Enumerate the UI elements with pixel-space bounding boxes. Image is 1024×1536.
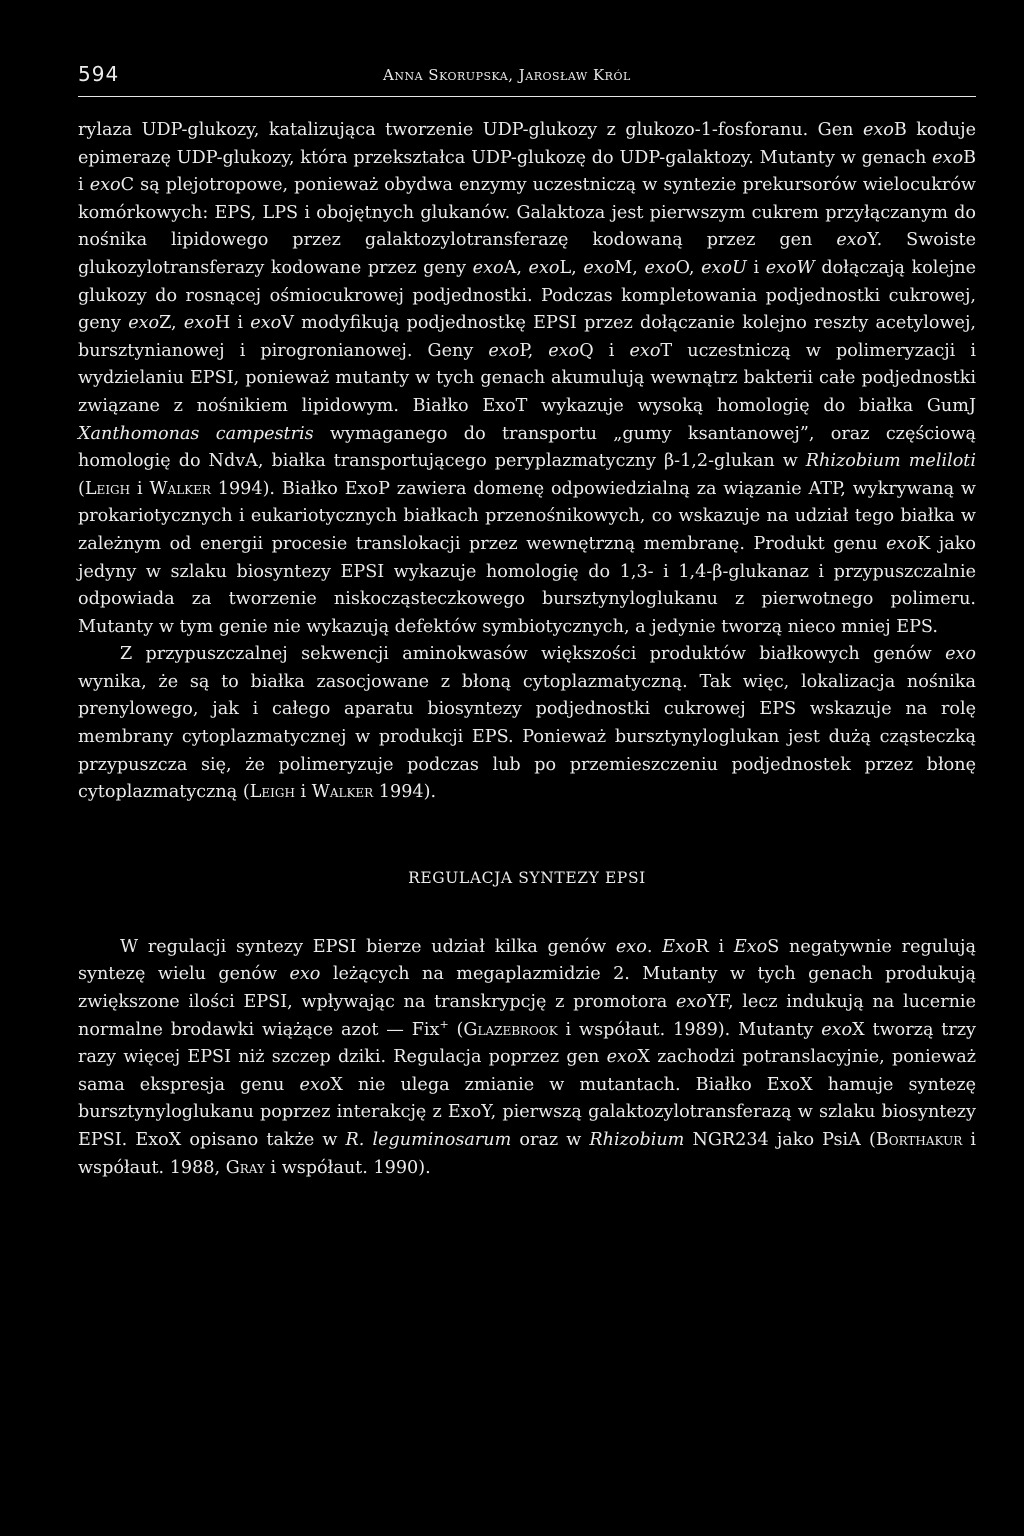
section-heading: REGULACJA SYNTEZY EPSI [408, 868, 646, 887]
page-content [78, 117, 976, 1182]
paragraph-regulation: W regulacji syntezy EPSI bierze udział kilka genów exo. ExoR i ExoS negatywnie regulują syntezę wielu genów exo leżących na megaplazmidzie 2. Mutanty w tych genach produkują zwiększone ilości EPSI, wpływając na transkrypcję z promotora exoYF, lecz indukują na lucernie normalne brodawki wiążące azot — Fix+ (Glazebrook i współaut. 1989). Mutanty exoX tworzą trzy razy więcej EPSI niż szczep dziki. Regulacja poprzez gen exoX zachodzi potranslacyjnie, ponieważ sama ekspresja genu exoX nie ulega zmianie w mutantach. Białko ExoX hamuje syntezę bursztynyloglukanu poprzez interakcję z ExoY, pierwszą galaktozylotransferazą w szlaku biosyntezy EPSI. ExoX opisano także w R. leguminosarum oraz w Rhizobium NGR234 jako PsiA (Borthakur i współaut. 1988, Gray i współaut. 1990). [78, 936, 976, 1178]
page-number: 594 [78, 62, 120, 86]
document-page [78, 58, 976, 1182]
paragraph-membrane-localization: Z przypuszczalnej sekwencji aminokwasów większości produktów białkowych genów exo wynika, że są to białka zasocjowane z błoną cytoplazmatyczną. Tak więc, lokalizacja nośnika prenylowego, jak i całego aparatu biosyntezy podjednostki cukrowej EPS wskazuje na rolę membrany cytoplazmatycznej w produkcji EPS. Ponieważ bursztynyloglukan jest dużą cząsteczką przypuszcza się, że polimeryzuje podczas lub po przemieszczeniu podjednostek przez błonę cytoplazmatyczną (Leigh i Walker 1994). [78, 644, 976, 803]
paragraph-exo-genes-function: rylaza UDP-glukozy, katalizująca tworzenie UDP-glukozy z glukozo-1-fosforanu. Gen exoB koduje epimerazę UDP-glukozy, która przekształca UDP-glukozę do UDP-galaktozy. Mutanty w genach exoB i exoC są plejotropowe, ponieważ obydwa enzymy uczestniczą w syntezie prekursorów wielocukrów komórkowych: EPS, LPS i obojętnych glukanów. Galaktoza jest pierwszym cukrem przyłączanym do nośnika lipidowego przez galaktozylotransferazę kodowaną przez gen exoY. Swoiste glukozylotransferazy kodowane przez geny exoA, exoL, exoM, exoO, exoU i exoW dołączają kolejne glukozy do rosnącej ośmiocukrowej podjednostki. Podczas kompletowania podjednostki cukrowej, geny exoZ, exoH i exoV modyfikują podjednostkę EPSI przez dołączanie kolejno reszty acetylowej, bursztynianowej i pirogronianowej. Geny exoP, exoQ i exoT uczestniczą w polimeryzacji i wydzielaniu EPSI, ponieważ mutanty w tych genach akumulują wewnątrz bakterii całe podjednostki związane z nośnikiem lipidowym. Białko ExoT wykazuje wysoką homologię do białka GumJ Xanthomonas campestris wymaganego do transportu „gumy ksantanowej”, oraz częściową homologię do NdvA, białka transportującego peryplazmatyczny β-1,2-glukan w Rhizobium meliloti (Leigh i Walker 1994). Białko ExoP zawiera domenę odpowiedzialną za wiązanie ATP, wykrywaną w prokariotycznych i eukariotycznych białkach przenośnikowych, co wskazuje na udział tego białka w zależnym od energii procesie translokacji przez wewnętrzną membranę. Produkt genu exoK jako jedyny w szlaku biosyntezy EPSI wykazuje homologię do 1,3- i 1,4-β-glukanaz i przypuszczalnie odpowiada za tworzenie niskocząsteczkowego bursztynyloglukanu z pierwotnego polimeru. Mutanty w tym genie nie wykazują defektów symbiotycznych, a jedynie tworzą nieco mniej EPS. [78, 120, 977, 637]
running-title-authors: Anna Skorupska, Jarosław Król [383, 66, 631, 84]
running-header [78, 58, 976, 97]
